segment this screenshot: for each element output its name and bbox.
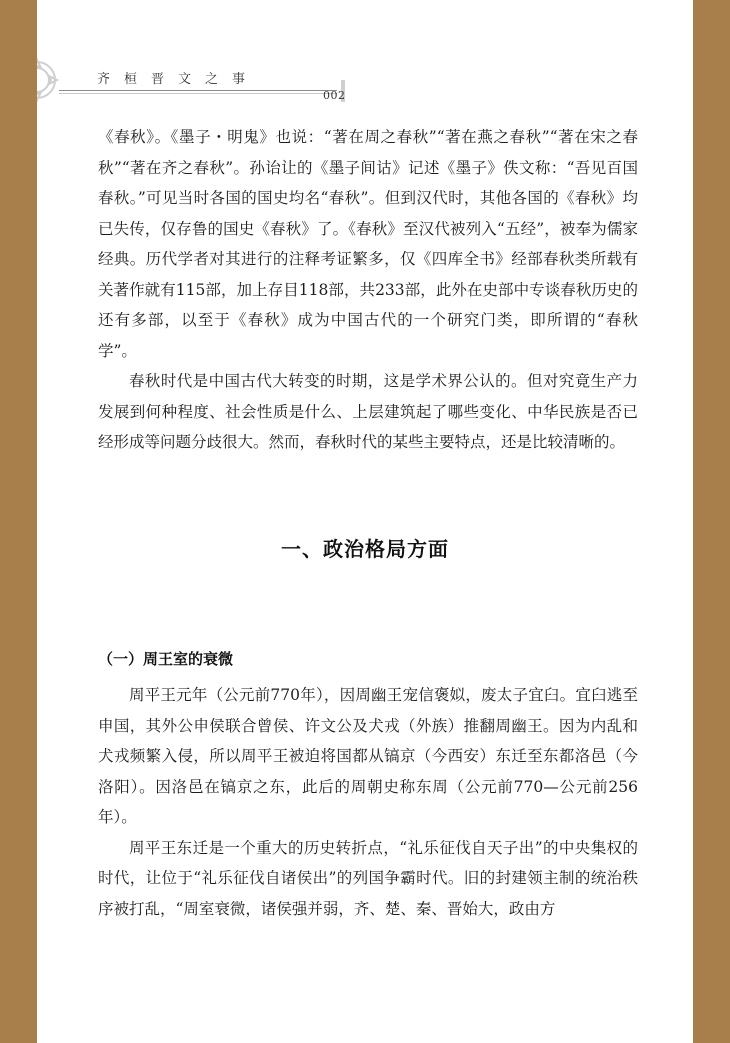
paragraph: 周平王东迁是一个重大的历史转折点，“礼乐征伐自天子出”的中央集权的时代，让位于“礼乐征伐自诸侯出”的列国争霸时代。旧的封建领主制的统治秩序被打乱，“周室衰微，诸侯强并弱，齐、楚、秦、晋始大，政由方 [98, 838, 638, 918]
paragraph: 周平王元年（公元前770年），因周幽王宠信褒姒，废太子宜臼。宜臼逃至申国，其外公申侯联合曾侯、许文公及犬戎（外族）推翻周幽王。因为内乱和犬戎频繁入侵，所以周平王被迫将国都从镐京（今西安）东迁至东都洛邑（今洛阳）。因洛邑在镐京之东，此后的周朝史称东周（公元前770—公元前256年）。 [98, 686, 638, 826]
page-number: 002 [323, 89, 346, 102]
header-rule [59, 90, 337, 91]
section-body-text [98, 680, 638, 924]
section-heading: 一、政治格局方面 [281, 537, 449, 561]
book-page [37, 0, 693, 1043]
running-header-title: 齐桓晋文之事 [97, 72, 260, 87]
subsection-heading: （一）周王室的衰微 [98, 650, 234, 668]
paragraph: 春秋时代是中国古代大转变的时期，这是学术界公认的。但对究竟生产力发展到何种程度、社会性质是什么、上层建筑起了哪些变化、中华民族是否已经形成等问题分歧很大。然而，春秋时代的某些主要特点，还是比较清晰的。 [98, 372, 638, 451]
paragraph: 《春秋》。《墨子・明鬼》也说：“著在周之春秋”“著在燕之春秋”“著在宋之春秋”“著在齐之春秋”。孙诒让的《墨子间诂》记述《墨子》佚文称：“吾见百国春秋。”可见当时各国的国史均名“春秋”。但到汉代时，其他各国的《春秋》均已失传，仅存鲁的国史《春秋》了。《春秋》至汉代被列入“五经”，被奉为儒家经典。历代学者对其进行的注释考证繁多，仅《四库全书》经部春秋类所载有关著作就有115部，加上存目118部，共233部，此外在史部中专谈春秋历史的还有多部，以至于《春秋》成为中国古代的一个研究门类，即所谓的“春秋学”。 [98, 128, 638, 360]
body-text [98, 122, 638, 458]
decorative-ornament-icon [37, 58, 59, 102]
header-rule-secondary [59, 93, 337, 94]
